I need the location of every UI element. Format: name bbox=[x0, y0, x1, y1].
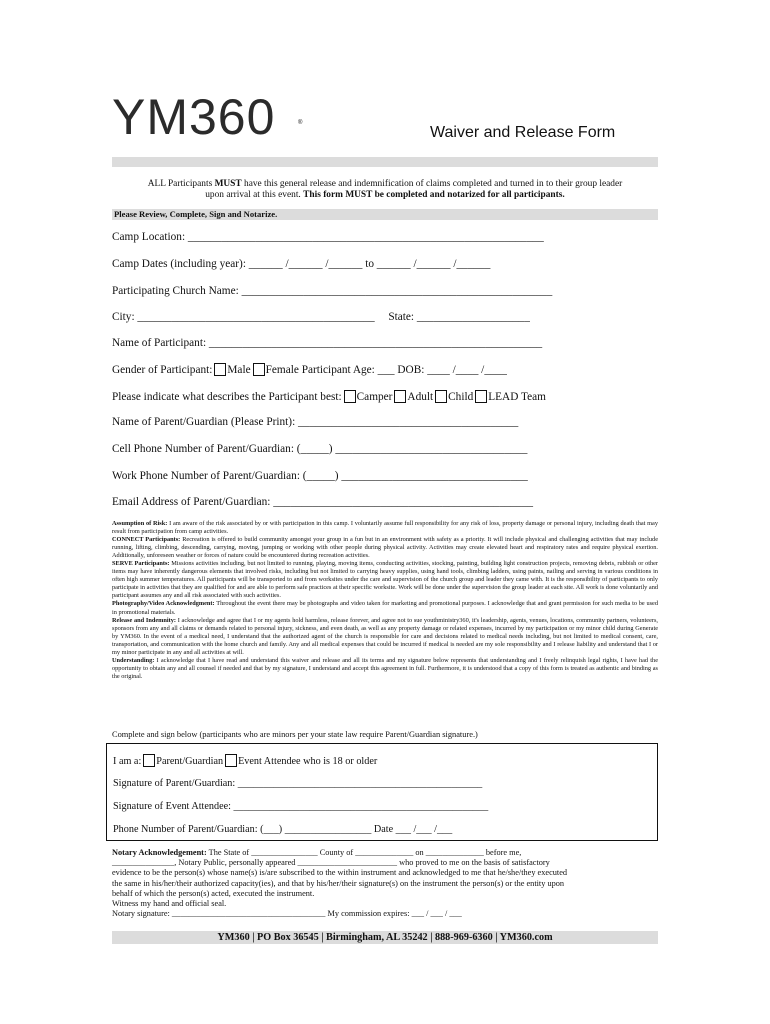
serve-title: SERVE Participants: bbox=[112, 560, 170, 568]
camper-label: Camper bbox=[356, 391, 393, 403]
age-dob-field[interactable]: Participant Age: ___ DOB: ____ /____ /____ bbox=[301, 364, 507, 376]
notary-signature-line[interactable]: Notary signature: _____________________________________ My commission expires: ___ / ___ / ___ bbox=[112, 909, 462, 919]
adult-checkbox[interactable] bbox=[394, 390, 406, 403]
child-label: Child bbox=[448, 391, 474, 403]
parent-guardian-label: Parent/Guardian bbox=[156, 756, 224, 767]
header-divider bbox=[112, 157, 658, 167]
understanding-title: Understanding: bbox=[112, 656, 155, 664]
city-field[interactable] bbox=[112, 311, 530, 324]
event-attendee-checkbox[interactable] bbox=[225, 754, 237, 767]
intro-text: ALL Participants MUST have this general release and indemnification of claims completed and turned in to their group leader upon arrival at this event. This form MUST be completed and notarized for all participants. bbox=[147, 179, 623, 200]
registered-mark: ® bbox=[298, 120, 303, 126]
guardian-name-field[interactable]: Name of Parent/Guardian (Please Print): _______________________________________ bbox=[112, 416, 519, 428]
phone-date-field[interactable]: Phone Number of Parent/Guardian: (___) _________________ Date ___ /___ /___ bbox=[113, 824, 453, 835]
connect-title: CONNECT Participants: bbox=[112, 536, 181, 544]
legal-terms bbox=[112, 520, 658, 681]
female-checkbox[interactable] bbox=[253, 363, 265, 376]
signature-box bbox=[106, 743, 658, 841]
notary-line-5: behalf of which the person(s) acted, executed the instrument. bbox=[112, 888, 315, 898]
church-name-field[interactable]: Participating Church Name: _______________________________________________________ bbox=[112, 285, 553, 297]
camp-dates-field[interactable]: Camp Dates (including year): ______ /______ /______ to ______ /______ /______ bbox=[112, 258, 491, 270]
release-title: Release and Indemnity: bbox=[112, 616, 176, 624]
gender-row bbox=[112, 363, 507, 377]
male-checkbox[interactable] bbox=[214, 363, 226, 376]
iam-row bbox=[113, 754, 377, 768]
assumption-title: Assumption of Risk: bbox=[112, 520, 168, 527]
lead-team-checkbox[interactable] bbox=[475, 390, 487, 403]
form-title: Waiver and Release Form bbox=[430, 124, 616, 141]
assumption-text: I am aware of the risk associated by or with participation in this camp. I voluntarily assume full responsibility for any risk of loss, property damage or personal injury, including death that may result from participation from camp activities. bbox=[112, 520, 659, 536]
review-heading: Please Review, Complete, Sign and Notarize. bbox=[112, 209, 658, 220]
understanding-text: I acknowledge that I have read and understand this waiver and release and all its terms and my signature below represents that understanding and I freely relinquish legal rights, I have had the opportunity to obtain any and all counsel if needed and that by my signature, I understand and accept this agreement in full. Furthermore, it is understood that a copy of this form is treated as authentic and binding as the original. bbox=[112, 656, 658, 680]
gender-label: Gender of Participant: bbox=[112, 364, 213, 376]
footer-contact: YM360 | PO Box 36545 | Birmingham, AL 35242 | 888-969-6360 | YM360.com bbox=[112, 931, 658, 944]
serve-text: Missions activities including, but not limited to running, playing, moving items, conducting activities, stocking, painting, building light construction projects, removing debris, rubbish or other items may have inherently dangerous elements that involved risks, including but not limited to carrying heavy supplies, using hand tools, climbing ladders, using paints, nailing and serving in various conditions in often high summer temperatures. All participants will be transported to and from worksites under the care and supervision of the church group and leader they came with. It is the responsibility of participants to only participate in activities that they are qualified for and are able to perform safe practices at their specific worksite. Work will be done under the supervision the group leader at each site. All work is done voluntarily and participant assumes any and all risk associated with such activities. bbox=[112, 560, 659, 600]
email-field[interactable]: Email Address of Parent/Guardian: ______________________________________________ bbox=[112, 496, 534, 508]
attendee-signature-field[interactable]: Signature of Event Attendee: __________________________________________________ bbox=[113, 801, 489, 812]
iam-label: I am a: bbox=[113, 756, 142, 767]
notary-title: Notary Acknowledgement: bbox=[112, 848, 207, 857]
lead-team-label: LEAD Team bbox=[488, 391, 546, 403]
connect-text: Recreation is offered to build community amongst your group in a fun but in an environment with safety as a priority. It will include physical and challenging activities that may include running, lifting, climbing, descending, carrying, moving, jumping or working with other people during physical activity. Activities may create elevated heart and respiratory rates and require physical exertion. Additionally, unforeseen weather or forces of nature could be encountered during recreation activities. bbox=[112, 536, 658, 560]
state-field[interactable]: State: ____________________ bbox=[388, 311, 530, 323]
camp-location-field[interactable]: Camp Location: _______________________________________________________________ bbox=[112, 231, 544, 243]
describes-row bbox=[112, 390, 546, 404]
adult-label: Adult bbox=[407, 391, 434, 403]
male-label: Male bbox=[227, 364, 251, 376]
event-attendee-label: Event Attendee who is 18 or older bbox=[238, 756, 378, 767]
notary-line-2: _______________, Notary Public, personally appeared ________________________ who proved to me on the basis of satisfactory bbox=[112, 858, 550, 868]
photo-text: Throughout the event there may be photographs and video taken for marketing and promotional purposes. I acknowledge that and grant permission for such media to be used in promotional materials. bbox=[112, 600, 659, 616]
notary-line-6: Witness my hand and official seal. bbox=[112, 899, 227, 909]
work-phone-field[interactable]: Work Phone Number of Parent/Guardian: (_____) _________________________________ bbox=[112, 470, 528, 482]
ym360-logo bbox=[112, 89, 303, 145]
female-label: Female bbox=[265, 364, 299, 376]
describes-label: Please indicate what describes the Participant best: bbox=[112, 391, 342, 403]
complete-sign-instructions: Complete and sign below (participants who are minors per your state law require Parent/Guardian signature.) bbox=[112, 730, 478, 739]
release-text: I acknowledge and agree that I or my agents hold harmless, release forever, and agree not to sue youthministry360, it's leadership, agents, venues, locations, community partners, volunteers, sponsors from any and all claims or demands related to personal injury, sickness, and even death, as well as any property damage or related expenses, incurred by my participation or my minor child during Generate by YM360. In the event of a medical need, I understand that the authorized agent of the church is responsible for care and decisions related to medical needs including, but not limited to medical consent, care, transportation, and communication with the home church and family. Any and all medical expenses that could be incurred if medical is needed are my sole responsibility and I release liability and understand that I or my minor participate in any and all activities at will. bbox=[112, 616, 659, 656]
notary-line-3: evidence to be the person(s) whose name(s) is/are subscribed to the within instrument and acknowledged to me that he/she/they executed bbox=[112, 868, 568, 878]
cell-phone-field[interactable]: Cell Phone Number of Parent/Guardian: (_____) __________________________________ bbox=[112, 443, 528, 455]
photo-title: Photography/Video Acknowledgment: bbox=[112, 600, 215, 608]
city-label: City: __________________________________________ bbox=[112, 311, 375, 323]
notary-acknowledgement bbox=[112, 848, 658, 919]
parent-signature-field[interactable]: Signature of Parent/Guardian: ________________________________________________ bbox=[113, 778, 483, 789]
parent-guardian-checkbox[interactable] bbox=[143, 754, 155, 767]
participant-name-field[interactable]: Name of Participant: ___________________________________________________________ bbox=[112, 337, 543, 349]
camper-checkbox[interactable] bbox=[344, 390, 356, 403]
notary-line-4: the same in his/her/their authorized capacity(ies), and that by his/her/their signature(s) on the instrument the person(s) or the entity upon bbox=[112, 878, 565, 888]
logo-text: YM360 bbox=[112, 89, 276, 145]
child-checkbox[interactable] bbox=[435, 390, 447, 403]
notary-line-1: The State of ________________ County of ______________ on ______________ before me, bbox=[206, 848, 522, 857]
